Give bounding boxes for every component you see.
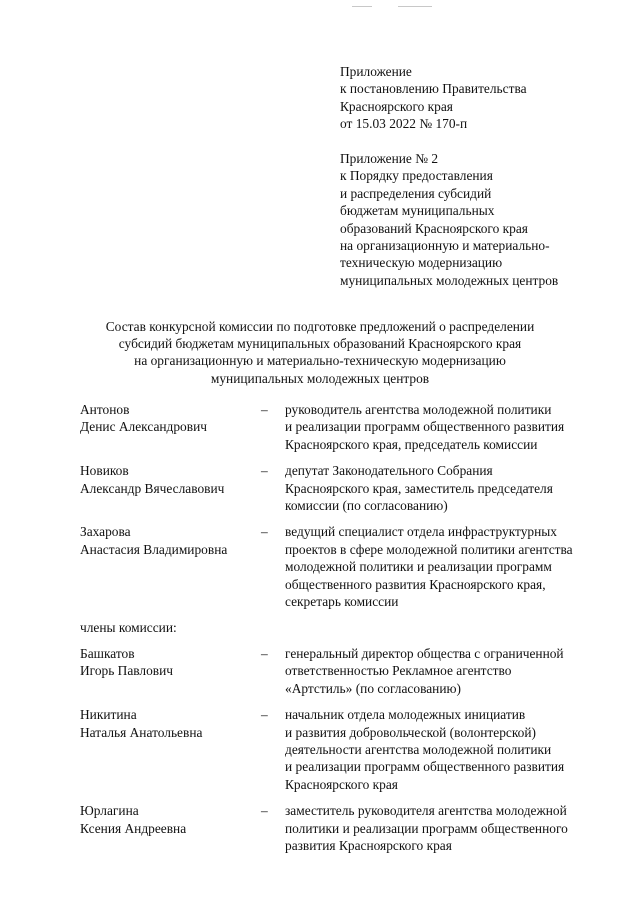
dash-separator: – <box>261 463 268 479</box>
member-given-name: Наталья Анатольевна <box>80 724 203 740</box>
appendix-1-header <box>340 63 527 133</box>
title-line: субсидий бюджетам муниципальных образований Красноярского края <box>118 336 522 352</box>
role-line: ведущий специалист отдела инфраструктурных <box>285 524 557 540</box>
role-line: секретарь комиссии <box>285 594 399 610</box>
member-surname: Захарова <box>80 524 131 540</box>
appendix-1-line: от 15.03 2022 № 170-п <box>340 116 468 132</box>
appendix-2-line: Приложение № 2 <box>340 151 439 166</box>
members-section-label: члены комиссии: <box>80 620 177 636</box>
commission-member <box>80 401 620 453</box>
role-line: проектов в сфере молодежной политики агентства <box>285 541 573 557</box>
member-given-name: Ксения Андреевна <box>80 820 187 836</box>
appendix-2-line: и распределения субсидий <box>340 185 492 201</box>
appendix-2-line: к Порядку предоставления <box>340 168 493 184</box>
role-line: и развития добровольческой (волонтерской) <box>285 724 537 740</box>
title-line: муниципальных молодежных центров <box>210 370 430 386</box>
title-line: Состав конкурсной комиссии по подготовке предложений о распределении <box>105 319 535 334</box>
role-line: руководитель агентства молодежной политики <box>285 402 552 417</box>
member-name <box>80 706 255 741</box>
role-line: «Артстиль» (по согласованию) <box>285 680 461 696</box>
scan-artifact <box>352 6 372 7</box>
member-name <box>80 802 255 837</box>
role-line: Красноярского края, заместитель председателя <box>285 480 553 496</box>
member-role <box>285 706 620 793</box>
commission-member <box>80 523 620 610</box>
role-line: и реализации программ общественного развития <box>285 759 565 775</box>
member-given-name: Анастасия Владимировна <box>80 541 228 557</box>
member-given-name: Александр Вячеславович <box>80 480 225 496</box>
role-line: и реализации программ общественного развития <box>285 419 565 435</box>
scan-artifact <box>398 6 432 7</box>
member-role <box>285 523 620 610</box>
commission-member <box>80 462 620 514</box>
member-role <box>285 462 620 514</box>
member-surname: Юрлагина <box>80 803 139 819</box>
role-line: генеральный директор общества с ограниченной <box>285 645 564 661</box>
member-name <box>80 645 255 680</box>
dash-separator: – <box>261 524 268 540</box>
role-line: депутат Законодательного Собрания <box>285 463 493 479</box>
role-line: ответственностью Рекламное агентство <box>285 663 512 679</box>
commission-member <box>80 802 620 854</box>
appendix-1-line: Красноярского края <box>340 98 453 114</box>
role-line: заместитель руководителя агентства молодежной <box>285 803 567 819</box>
dash-separator: – <box>261 645 268 661</box>
appendix-2-line: техническую модернизацию <box>340 255 503 271</box>
role-line: комиссии (по согласованию) <box>285 498 448 514</box>
appendix-2-line: бюджетам муниципальных <box>340 203 495 219</box>
member-given-name: Денис Александрович <box>80 419 207 435</box>
role-line: развития Красноярского края <box>285 837 452 853</box>
member-name <box>80 462 255 497</box>
document-title <box>40 318 600 387</box>
member-surname: Антонов <box>80 402 130 417</box>
role-line: деятельности агентства молодежной политики <box>285 741 552 757</box>
appendix-2-header <box>340 150 558 289</box>
member-role <box>285 645 620 697</box>
dash-separator: – <box>261 803 268 819</box>
member-role <box>285 401 620 453</box>
appendix-2-line: образований Красноярского края <box>340 220 528 236</box>
commission-member <box>80 645 620 697</box>
role-line: молодежной политики и реализации программ <box>285 559 552 575</box>
appendix-2-line: муниципальных молодежных центров <box>340 272 559 288</box>
dash-separator: – <box>261 402 268 417</box>
member-role <box>285 802 620 854</box>
member-name <box>80 401 255 436</box>
appendix-1-line: к постановлению Правительства <box>340 81 527 97</box>
appendix-2-line: на организационную и материально- <box>340 238 550 254</box>
dash-separator: – <box>261 707 268 723</box>
commission-list <box>80 401 620 863</box>
title-line: на организационную и материально-техническую модернизацию <box>134 353 506 369</box>
role-line: политики и реализации программ общественного <box>285 820 568 836</box>
member-surname: Никитина <box>80 707 137 723</box>
role-line: Красноярского края, председатель комиссии <box>285 436 538 452</box>
member-name <box>80 523 255 558</box>
member-surname: Новиков <box>80 463 129 479</box>
appendix-1-line: Приложение <box>340 64 412 79</box>
member-given-name: Игорь Павлович <box>80 663 174 679</box>
role-line: Красноярского края <box>285 776 398 792</box>
commission-member <box>80 706 620 793</box>
role-line: начальник отдела молодежных инициатив <box>285 707 526 723</box>
role-line: общественного развития Красноярского края, <box>285 576 546 592</box>
member-surname: Башкатов <box>80 645 135 661</box>
